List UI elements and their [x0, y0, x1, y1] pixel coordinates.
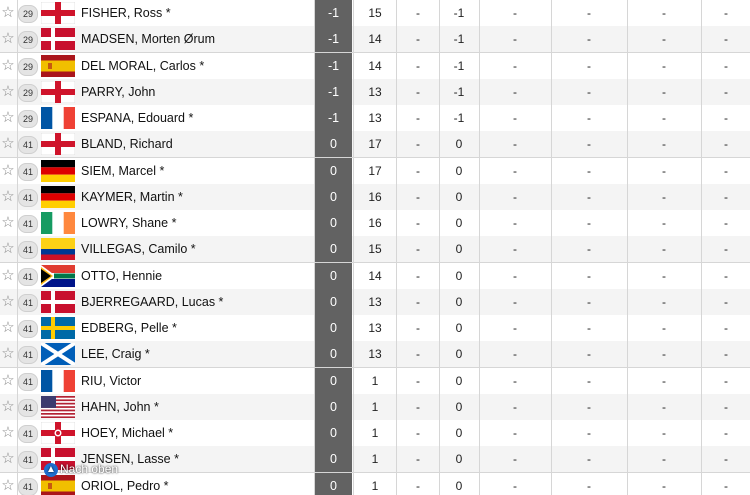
score-cell-c4: 0	[455, 268, 463, 283]
holes-played: 13	[368, 347, 382, 362]
position-badge: 29	[18, 58, 38, 76]
holes-played: 1	[371, 478, 379, 493]
holes-played: 16	[368, 216, 382, 230]
player-name[interactable]: BLAND, Richard	[81, 137, 173, 152]
total-score: 0	[315, 184, 352, 210]
favorite-star-icon[interactable]: ☆	[1, 214, 15, 231]
score-cell-c6: -	[587, 347, 591, 362]
score-cell-c3: -	[416, 426, 420, 440]
position-badge: 41	[18, 215, 38, 233]
score-cell-c7: -	[662, 58, 666, 73]
scotland-flag-icon	[41, 343, 75, 365]
player-name[interactable]: RIU, Victor	[81, 373, 142, 388]
total-score: 0	[315, 289, 352, 315]
player-name[interactable]: ORIOL, Pedro *	[81, 478, 169, 493]
player-name[interactable]: SIEM, Marcel *	[81, 163, 165, 178]
score-cell-c6: -	[587, 399, 591, 414]
favorite-star-icon[interactable]: ☆	[1, 4, 15, 21]
score-cell-c7: -	[662, 137, 666, 152]
score-cell-c5: -	[513, 111, 517, 125]
score-cell-c8: -	[724, 321, 728, 335]
player-name[interactable]: EDBERG, Pelle *	[81, 321, 177, 335]
column-divider	[396, 0, 397, 495]
table-row[interactable]	[0, 26, 750, 53]
score-cell-c6: -	[587, 294, 591, 309]
score-cell-c5: -	[513, 216, 517, 230]
score-cell-c4: 0	[455, 452, 463, 467]
score-cell-c8: -	[724, 242, 728, 257]
position-badge: 29	[18, 84, 38, 102]
score-cell-c5: -	[513, 347, 517, 362]
favorite-star-icon[interactable]: ☆	[1, 371, 15, 389]
favorite-star-icon[interactable]: ☆	[1, 161, 15, 179]
score-cell-c5: -	[513, 84, 517, 99]
column-divider	[551, 0, 552, 495]
total-score: 0	[315, 263, 352, 289]
position-badge: 41	[18, 373, 38, 391]
england-flag-icon	[41, 2, 75, 24]
score-cell-c6: -	[587, 426, 591, 440]
position-badge: 29	[18, 31, 38, 49]
table-row[interactable]	[0, 79, 750, 106]
table-row[interactable]	[0, 315, 750, 342]
score-cell-c7: -	[662, 32, 666, 47]
score-cell-c3: -	[416, 216, 420, 230]
score-cell-c5: -	[513, 242, 517, 257]
score-cell-c7: -	[662, 426, 666, 440]
player-name[interactable]: OTTO, Hennie	[81, 268, 163, 283]
score-cell-c3: -	[416, 268, 420, 283]
score-cell-c7: -	[662, 216, 666, 230]
score-cell-c3: -	[416, 111, 420, 125]
favorite-star-icon[interactable]: ☆	[1, 82, 15, 100]
player-name[interactable]: HOEY, Michael *	[81, 426, 174, 440]
score-cell-c3: -	[416, 6, 420, 20]
score-cell-c4: 0	[455, 478, 463, 493]
column-divider	[439, 0, 440, 495]
spain-flag-icon	[41, 475, 75, 495]
spain-flag-icon	[41, 55, 75, 77]
score-cell-c5: -	[513, 58, 517, 73]
holes-played: 1	[371, 426, 379, 440]
holes-played: 14	[368, 32, 382, 47]
position-badge: 41	[18, 241, 38, 259]
position-badge: 41	[18, 136, 38, 154]
position-badge: 41	[18, 399, 38, 417]
score-cell-c4: 0	[455, 137, 463, 152]
holes-played: 1	[371, 373, 379, 388]
favorite-star-icon[interactable]: ☆	[1, 240, 15, 258]
score-cell-c6: -	[587, 58, 591, 73]
position-badge: 41	[18, 189, 38, 207]
score-cell-c7: -	[662, 478, 666, 493]
total-score: 0	[315, 341, 352, 367]
holes-played: 13	[368, 84, 382, 99]
score-cell-c8: -	[724, 163, 728, 178]
column-divider	[701, 0, 702, 495]
score-cell-c7: -	[662, 452, 666, 467]
score-cell-c6: -	[587, 111, 591, 125]
score-cell-c7: -	[662, 268, 666, 283]
score-cell-c6: -	[587, 321, 591, 335]
score-cell-c8: -	[724, 6, 728, 20]
score-cell-c7: -	[662, 399, 666, 414]
arrow-up-icon: ▲	[44, 463, 58, 477]
score-cell-c3: -	[416, 163, 420, 178]
holes-played: 15	[368, 6, 382, 20]
player-name[interactable]: JENSEN, Lasse *	[81, 452, 179, 467]
favorite-star-icon[interactable]: ☆	[1, 187, 15, 205]
holes-played: 15	[368, 242, 382, 257]
score-cell-c5: -	[513, 321, 517, 335]
total-score: 0	[315, 368, 352, 394]
score-cell-c3: -	[416, 294, 420, 309]
holes-played: 1	[371, 399, 379, 414]
favorite-star-icon[interactable]: ☆	[1, 135, 15, 153]
table-row[interactable]	[0, 0, 750, 27]
back-to-top-link[interactable]	[44, 461, 118, 477]
total-score: 0	[315, 315, 352, 341]
germany-flag-icon	[41, 160, 75, 182]
table-row[interactable]	[0, 53, 750, 80]
position-badge: 29	[18, 5, 38, 23]
france-flag-icon	[41, 107, 75, 129]
score-cell-c6: -	[587, 268, 591, 283]
score-cell-c7: -	[662, 321, 666, 335]
favorite-star-icon[interactable]: ☆	[1, 30, 15, 48]
column-divider	[314, 0, 315, 495]
score-cell-c3: -	[416, 58, 420, 73]
total-score: 0	[315, 394, 352, 420]
table-row[interactable]	[0, 105, 750, 132]
favorite-star-icon[interactable]: ☆	[1, 424, 15, 441]
germany-flag-icon	[41, 186, 75, 208]
score-cell-c8: -	[724, 32, 728, 47]
score-cell-c8: -	[724, 58, 728, 73]
score-cell-c6: -	[587, 6, 591, 20]
holes-played: 14	[368, 58, 382, 73]
score-cell-c5: -	[513, 6, 517, 20]
score-cell-c4: -1	[453, 32, 465, 47]
score-cell-c3: -	[416, 137, 420, 152]
total-score: -1	[315, 105, 352, 131]
favorite-star-icon[interactable]: ☆	[1, 292, 15, 310]
score-cell-c8: -	[724, 478, 728, 493]
score-cell-c4: 0	[455, 399, 463, 414]
score-cell-c7: -	[662, 84, 666, 99]
score-cell-c4: 0	[455, 189, 463, 204]
ireland-flag-icon	[41, 212, 75, 234]
player-name[interactable]: BJERREGAARD, Lucas *	[81, 294, 224, 309]
favorite-star-icon[interactable]: ☆	[1, 476, 15, 494]
score-cell-c4: -1	[453, 84, 465, 99]
score-cell-c8: -	[724, 189, 728, 204]
score-cell-c4: 0	[455, 347, 463, 362]
score-cell-c3: -	[416, 189, 420, 204]
score-cell-c5: -	[513, 163, 517, 178]
score-cell-c7: -	[662, 189, 666, 204]
column-divider	[353, 0, 354, 495]
score-cell-c8: -	[724, 294, 728, 309]
score-cell-c6: -	[587, 189, 591, 204]
score-cell-c5: -	[513, 268, 517, 283]
northern-ireland-flag-icon	[41, 422, 75, 444]
table-row[interactable]	[0, 158, 750, 185]
score-cell-c8: -	[724, 216, 728, 230]
score-cell-c7: -	[662, 373, 666, 388]
colombia-flag-icon	[41, 238, 75, 260]
total-score: 0	[315, 446, 352, 472]
holes-played: 13	[368, 111, 382, 125]
position-badge: 41	[18, 346, 38, 364]
score-cell-c4: 0	[455, 294, 463, 309]
player-name[interactable]: LOWRY, Shane *	[81, 216, 177, 230]
score-cell-c5: -	[513, 137, 517, 152]
column-divider	[17, 0, 18, 495]
score-cell-c8: -	[724, 84, 728, 99]
position-badge: 41	[18, 320, 38, 338]
score-cell-c4: 0	[455, 163, 463, 178]
score-cell-c8: -	[724, 452, 728, 467]
score-cell-c8: -	[724, 373, 728, 388]
score-cell-c3: -	[416, 478, 420, 493]
table-row[interactable]	[0, 289, 750, 316]
score-cell-c8: -	[724, 426, 728, 440]
favorite-star-icon[interactable]: ☆	[1, 397, 15, 415]
holes-played: 17	[368, 137, 382, 152]
score-cell-c7: -	[662, 163, 666, 178]
total-score: 0	[315, 420, 352, 446]
score-cell-c6: -	[587, 137, 591, 152]
score-cell-c5: -	[513, 32, 517, 47]
total-score: 0	[315, 131, 352, 157]
position-badge: 41	[18, 163, 38, 181]
score-cell-c4: 0	[455, 216, 463, 230]
player-name[interactable]: MADSEN, Morten Ørum	[81, 32, 216, 47]
column-divider	[479, 0, 480, 495]
favorite-star-icon[interactable]: ☆	[1, 56, 15, 74]
player-name[interactable]: FISHER, Ross *	[81, 6, 171, 20]
score-cell-c4: -1	[453, 111, 465, 125]
position-badge: 41	[18, 451, 38, 469]
score-cell-c6: -	[587, 373, 591, 388]
score-cell-c3: -	[416, 321, 420, 335]
score-cell-c4: 0	[455, 426, 463, 440]
total-score: -1	[315, 0, 352, 26]
holes-played: 1	[371, 452, 379, 467]
total-score: -1	[315, 79, 352, 105]
total-score: 0	[315, 473, 352, 495]
score-cell-c6: -	[587, 452, 591, 467]
score-cell-c6: -	[587, 84, 591, 99]
score-cell-c3: -	[416, 347, 420, 362]
player-name[interactable]: VILLEGAS, Camilo *	[81, 242, 196, 257]
score-cell-c3: -	[416, 452, 420, 467]
score-cell-c5: -	[513, 294, 517, 309]
score-cell-c6: -	[587, 163, 591, 178]
player-name[interactable]: ESPANA, Edouard *	[81, 111, 194, 125]
denmark-flag-icon	[41, 28, 75, 50]
score-cell-c3: -	[416, 399, 420, 414]
score-cell-c7: -	[662, 111, 666, 125]
score-cell-c3: -	[416, 32, 420, 47]
south-africa-flag-icon	[41, 265, 75, 287]
holes-played: 14	[368, 268, 382, 283]
holes-played: 17	[368, 163, 382, 178]
player-name[interactable]: HAHN, John *	[81, 399, 159, 414]
score-cell-c6: -	[587, 478, 591, 493]
player-name[interactable]: PARRY, John	[81, 84, 156, 99]
player-name[interactable]: LEE, Craig *	[81, 347, 150, 362]
table-row[interactable]	[0, 184, 750, 211]
total-score: -1	[315, 26, 352, 52]
position-badge: 41	[18, 425, 38, 443]
holes-played: 16	[368, 189, 382, 204]
score-cell-c6: -	[587, 242, 591, 257]
denmark-flag-icon	[41, 291, 75, 313]
player-name[interactable]: DEL MORAL, Carlos *	[81, 58, 205, 73]
position-badge: 41	[18, 268, 38, 286]
table-row[interactable]	[0, 341, 750, 368]
total-score: -1	[315, 53, 352, 79]
score-cell-c4: -1	[453, 58, 465, 73]
score-cell-c5: -	[513, 452, 517, 467]
total-score: 0	[315, 210, 352, 236]
score-cell-c4: 0	[455, 321, 463, 335]
score-cell-c4: 0	[455, 373, 463, 388]
score-cell-c7: -	[662, 294, 666, 309]
favorite-star-icon[interactable]: ☆	[1, 109, 15, 126]
table-row[interactable]	[0, 236, 750, 263]
score-cell-c5: -	[513, 478, 517, 493]
france-flag-icon	[41, 370, 75, 392]
score-cell-c8: -	[724, 268, 728, 283]
score-cell-c6: -	[587, 32, 591, 47]
favorite-star-icon[interactable]: ☆	[1, 319, 15, 336]
score-cell-c4: -1	[453, 6, 465, 20]
table-row[interactable]	[0, 420, 750, 447]
score-cell-c8: -	[724, 399, 728, 414]
score-cell-c5: -	[513, 399, 517, 414]
score-cell-c4: 0	[455, 242, 463, 257]
score-cell-c7: -	[662, 6, 666, 20]
score-cell-c7: -	[662, 347, 666, 362]
position-badge: 41	[18, 294, 38, 312]
table-row[interactable]	[0, 394, 750, 421]
england-flag-icon	[41, 81, 75, 103]
score-cell-c8: -	[724, 137, 728, 152]
score-cell-c5: -	[513, 189, 517, 204]
score-cell-c3: -	[416, 242, 420, 257]
player-name[interactable]: KAYMER, Martin *	[81, 189, 183, 204]
favorite-star-icon[interactable]: ☆	[1, 345, 15, 363]
position-badge: 29	[18, 110, 38, 128]
score-cell-c3: -	[416, 84, 420, 99]
score-cell-c8: -	[724, 111, 728, 125]
score-cell-c7: -	[662, 242, 666, 257]
holes-played: 13	[368, 294, 382, 309]
sweden-flag-icon	[41, 317, 75, 339]
england-flag-icon	[41, 133, 75, 155]
table-row[interactable]	[0, 210, 750, 237]
back-to-top-label: Nach oben	[60, 462, 119, 476]
score-cell-c5: -	[513, 426, 517, 440]
total-score: 0	[315, 236, 352, 262]
score-cell-c8: -	[724, 347, 728, 362]
table-row[interactable]	[0, 131, 750, 158]
score-cell-c5: -	[513, 373, 517, 388]
table-row[interactable]	[0, 368, 750, 395]
column-divider	[627, 0, 628, 495]
score-cell-c6: -	[587, 216, 591, 230]
favorite-star-icon[interactable]: ☆	[1, 266, 15, 284]
table-row[interactable]	[0, 263, 750, 290]
favorite-star-icon[interactable]: ☆	[1, 450, 15, 468]
position-badge: 41	[18, 478, 38, 495]
usa-flag-icon	[41, 396, 75, 418]
total-score: 0	[315, 158, 352, 184]
holes-played: 13	[368, 321, 382, 335]
score-cell-c3: -	[416, 373, 420, 388]
